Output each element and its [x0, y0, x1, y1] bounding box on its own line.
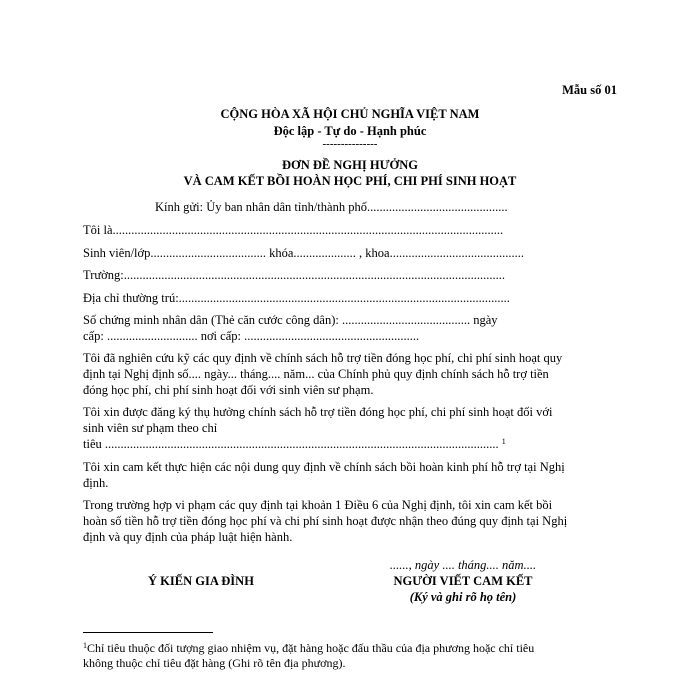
form-number: Mẫu số 01 — [562, 83, 617, 97]
signature-date: ......, ngày .... tháng.... năm.... — [389, 558, 537, 572]
paragraph-4-line-1: Trong trường hợp vi phạm các quy định tại khoản 1 Điều 6 của Nghị định, tôi xin cam kết bồi — [83, 498, 553, 512]
document-title-line2: VÀ CAM KẾT BỒI HOÀN HỌC PHÍ, CHI PHÍ SINH HOẠT — [183, 174, 517, 188]
paragraph-1-line-1: Tôi đã nghiên cứu kỹ các quy định về chính sách hỗ trợ tiền đóng học phí, chi phí sinh hoạt quy — [83, 351, 563, 365]
family-opinion-label: Ý KIẾN GIA ĐÌNH — [148, 574, 254, 588]
footnote-marker: 1 — [83, 641, 87, 650]
writer-label: NGƯỜI VIẾT CAM KẾT — [393, 574, 533, 588]
field-name: Tôi là............................................................................................................................. — [83, 223, 504, 237]
header-divider: --------------- — [322, 138, 378, 150]
paragraph-1-line-2: định tại Nghị định số.... ngày... tháng.... năm... của Chính phủ quy định chính sách hỗ trợ tiền — [83, 367, 549, 381]
field-student-class: Sinh viên/lớp..................................... khóa.................... , khoa........................................... — [83, 246, 524, 260]
paragraph-2-line-3 — [83, 437, 506, 452]
paragraph-3-line-2: định. — [83, 476, 109, 490]
paragraph-4-line-2: hoàn số tiền hỗ trợ tiền đóng học phí và chi phí sinh hoạt được nhận theo đúng quy định tại Nghị — [83, 514, 568, 528]
paragraph-2-line-2: sinh viên sư phạm theo chỉ — [83, 421, 218, 435]
field-school: Trường:.......................................................................................................................... — [83, 268, 505, 282]
footnote-line-1 — [83, 641, 534, 656]
quota-field: tiêu .............................................................................................................................. — [83, 437, 499, 451]
paragraph-1-line-3: đóng học phí, chi phí sinh hoạt đối với sinh viên sư phạm. — [83, 383, 374, 397]
field-id-issue: cấp: ............................. nơi cấp: ........................................................ — [83, 329, 420, 343]
paragraph-4-line-3: định và quy định của pháp luật hiện hành. — [83, 530, 293, 544]
motto: Độc lập - Tự do - Hạnh phúc — [273, 124, 427, 138]
footnote-ref: 1 — [501, 437, 506, 446]
document-title-line1: ĐƠN ĐỀ NGHỊ HƯỞNG — [282, 158, 418, 172]
recipient-line: Kính gửi: Ủy ban nhân dân tỉnh/thành phố............................................. — [155, 200, 508, 214]
field-id-number: Số chứng minh nhân dân (Thẻ căn cước công dân): ......................................... ngày — [83, 313, 498, 327]
footnote-text: Chỉ tiêu thuộc đối tượng giao nhiệm vụ, đặt hàng hoặc đấu thầu của địa phương hoặc chỉ tiêu — [87, 641, 535, 655]
writer-signature-note: (Ký và ghi rõ họ tên) — [409, 590, 517, 604]
country-heading: CỘNG HÒA XÃ HỘI CHỦ NGHĨA VIỆT NAM — [220, 107, 480, 121]
field-address: Địa chỉ thường trú:.......................................................................................................... — [83, 291, 510, 305]
paragraph-2-line-1: Tôi xin được đăng ký thụ hưởng chính sách hỗ trợ tiền đóng học phí, chi phí sinh hoạt đối với — [83, 405, 553, 419]
paragraph-3-line-1: Tôi xin cam kết thực hiện các nội dung quy định về chính sách bồi hoàn kinh phí hỗ trợ tại Nghị — [83, 460, 565, 474]
footnote-separator — [83, 632, 213, 633]
footnote-line-2: không thuộc chỉ tiêu đặt hàng (Ghi rõ tên địa phương). — [83, 656, 346, 670]
